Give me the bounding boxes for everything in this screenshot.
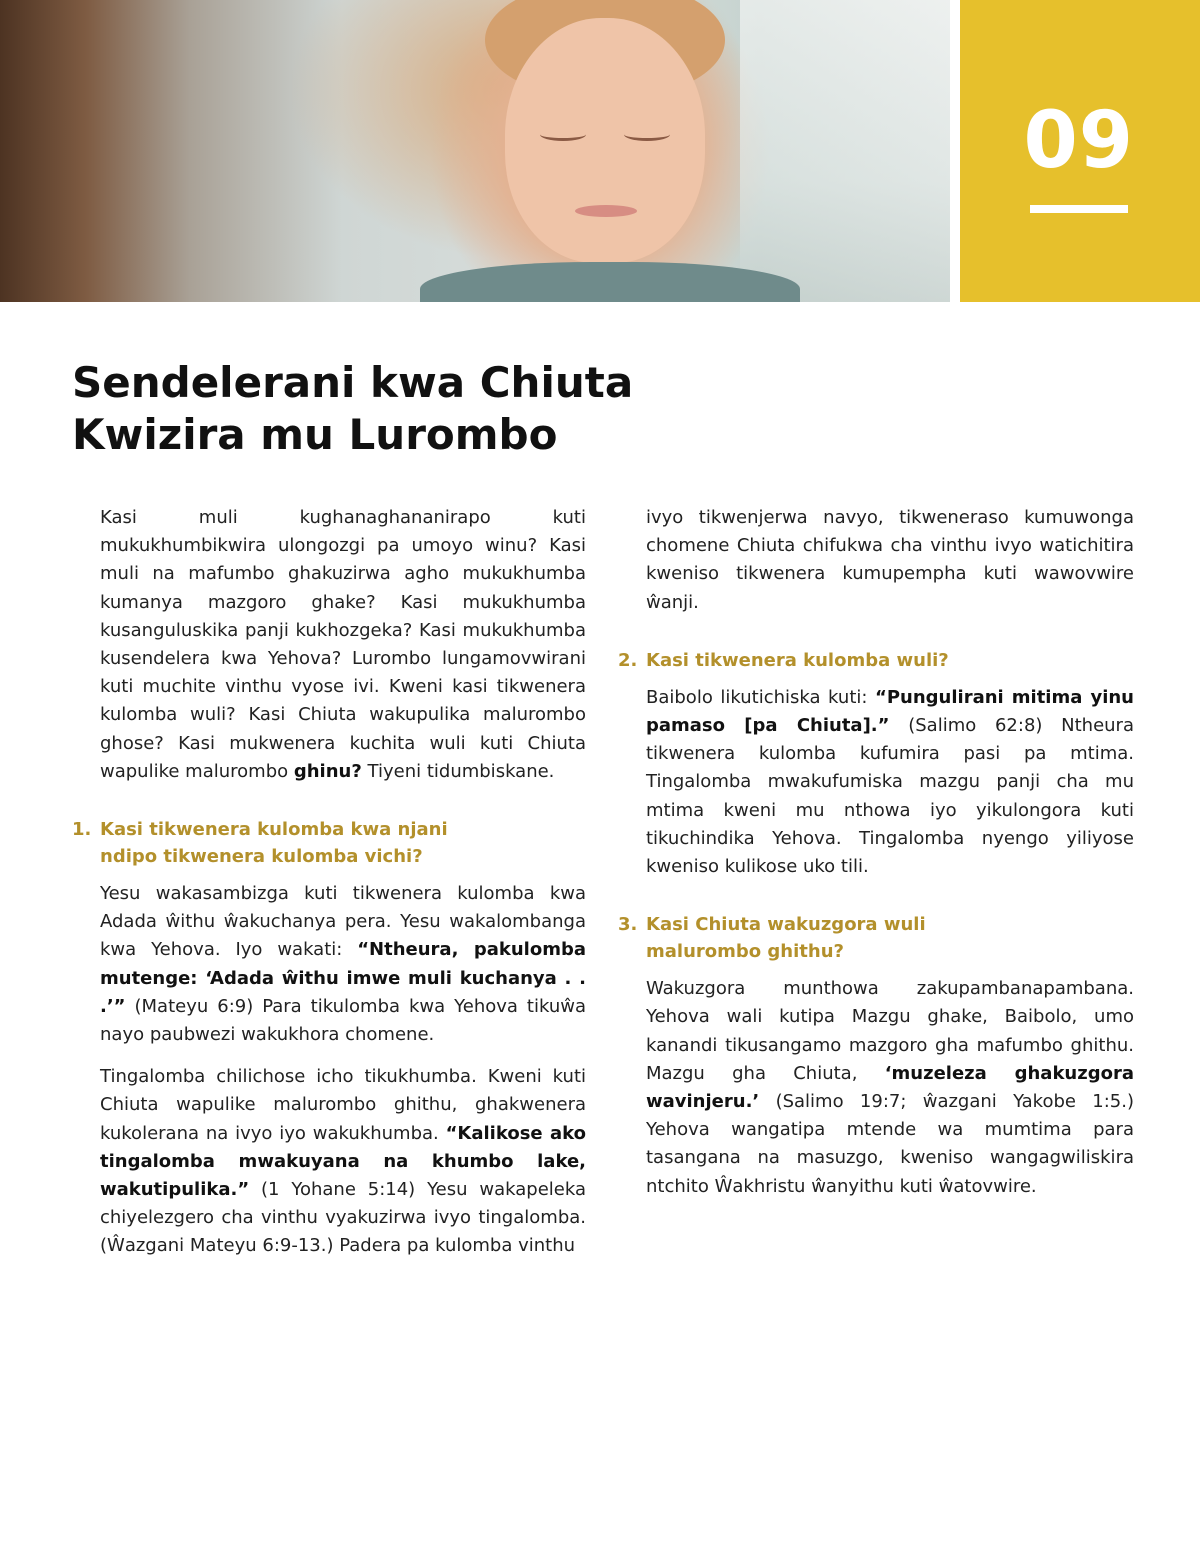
question-text: Kasi tikwenera kulomba kwa njani ndipo tikwenera kulomba vichi? [100, 819, 448, 868]
title-line-1: Sendelerani kwa Chiuta [72, 358, 634, 407]
woman-face [505, 18, 705, 263]
question-1-paragraph-1: Yesu wakasambizga kuti tikwenera kulomba kwa Adada ŵithu ŵakuchanya pera. Yesu wakalombanga kwa Yehova. Iyo wakati: “Ntheura, pakulomba mutenge: ‘Adada ŵithu imwe muli kuchanya . . .’” (Mateyu 6:9) Para tikulomba kwa Yehova tikuŵa nayo paubwezi wakukhora chomene. [100, 883, 586, 1046]
question-1-heading [72, 816, 586, 870]
lesson-number: 09 [1023, 96, 1134, 186]
left-column [72, 504, 586, 1275]
hero-photo [0, 0, 950, 302]
question-number: 1. [72, 819, 92, 841]
lesson-number-badge [960, 0, 1200, 302]
smile [575, 205, 637, 217]
page-title [72, 357, 772, 461]
lesson-number-underline [1030, 205, 1128, 213]
question-1-paragraph-2: Tingalomba chilichose icho tikukhumba. Kweni kuti Chiuta wapulike malurombo ghithu, ghakwenera kukolerana na ivyo iyo wakukhumba. “Kalikose ako tingalomba mwakuyana na khumbo lake, wakutipulika.” (1 Yohane 5:14) Yesu wakapeleka chiyelezgero cha vinthu vyakuzirwa ivyo tingalomba. (Ŵazgani Mateyu 6:9-13.) Padera pa kulomba vinthu [100, 1066, 586, 1257]
question-text: Kasi Chiuta wakuzgora wuli malurombo ghithu? [646, 914, 926, 963]
title-line-2: Kwizira mu Lurombo [72, 410, 558, 459]
question-2-paragraph-1: Baibolo likutichiska kuti: “Pungulirani mitima yinu pamaso [pa Chiuta].” (Salimo 62:8) Ntheura tikwenera kulomba kufumira pasi pa mtima. Tingalomba mwakufumiska mazgu panji cha mu mtima kweni mu nthowa iyo yikulongora kuti tikuchindika Yehova. Tingalomba nyengo yiliyose kweniso kulikose uko tili. [646, 686, 1134, 878]
question-number: 3. [618, 914, 638, 936]
right-column [618, 504, 1134, 1215]
intro-paragraph: Kasi muli kughanaghananirapo kuti mukukhumbikwira ulongozgi pa umoyo winu? Kasi muli na mafumbo ghakuzirwa agho mukukhumba kumanya mazgoro ghake? Kasi mukukhumba kusanguluskika panji kukhozgeka? Kasi mukukhumba kusendelera kwa Yehova? Lurombo lungamovwirani kuti muchite vinthu vyose ivi. Kweni kasi tikwenera kulomba wuli? Kasi Chiuta wakupulika malurombo ghose? Kasi mukwenera kuchita wuli kuti Chiuta wapulike malurombo ghinu? Tiyeni tidumbiskane. [100, 507, 586, 782]
shirt [420, 262, 800, 302]
closed-eye-right [624, 128, 670, 141]
question-3-heading [618, 911, 1134, 965]
question-3-paragraph-1: Wakuzgora munthowa zakupambanapambana. Yehova wali kutipa Mazgu ghake, Baibolo, umo kanandi tikusangamo mazgoro gha mafumbo ghithu. Mazgu gha Chiuta, ‘muzeleza ghakuzgora wavinjeru.’ (Salimo 19:7; ŵazgani Yakobe 1:5.) Yehova wangatipa mtende wa mumtima para tasangana na masuzgo, kweniso wangagwiliskira ntchito Ŵakhristu ŵanyithu kuti ŵatovwire. [646, 978, 1134, 1197]
closed-eye-left [540, 128, 586, 141]
question-2-heading [618, 647, 1134, 674]
question-text: Kasi tikwenera kulomba wuli? [646, 649, 949, 671]
question-1-paragraph-2-continued: ivyo tikwenjerwa navyo, tikweneraso kumuwonga chomene Chiuta chifukwa cha vinthu ivyo watichitira kweniso tikwenera kumupempha kuti wawovwire ŵanji. [646, 507, 1134, 613]
window-light [740, 0, 950, 302]
question-number: 2. [618, 649, 638, 671]
